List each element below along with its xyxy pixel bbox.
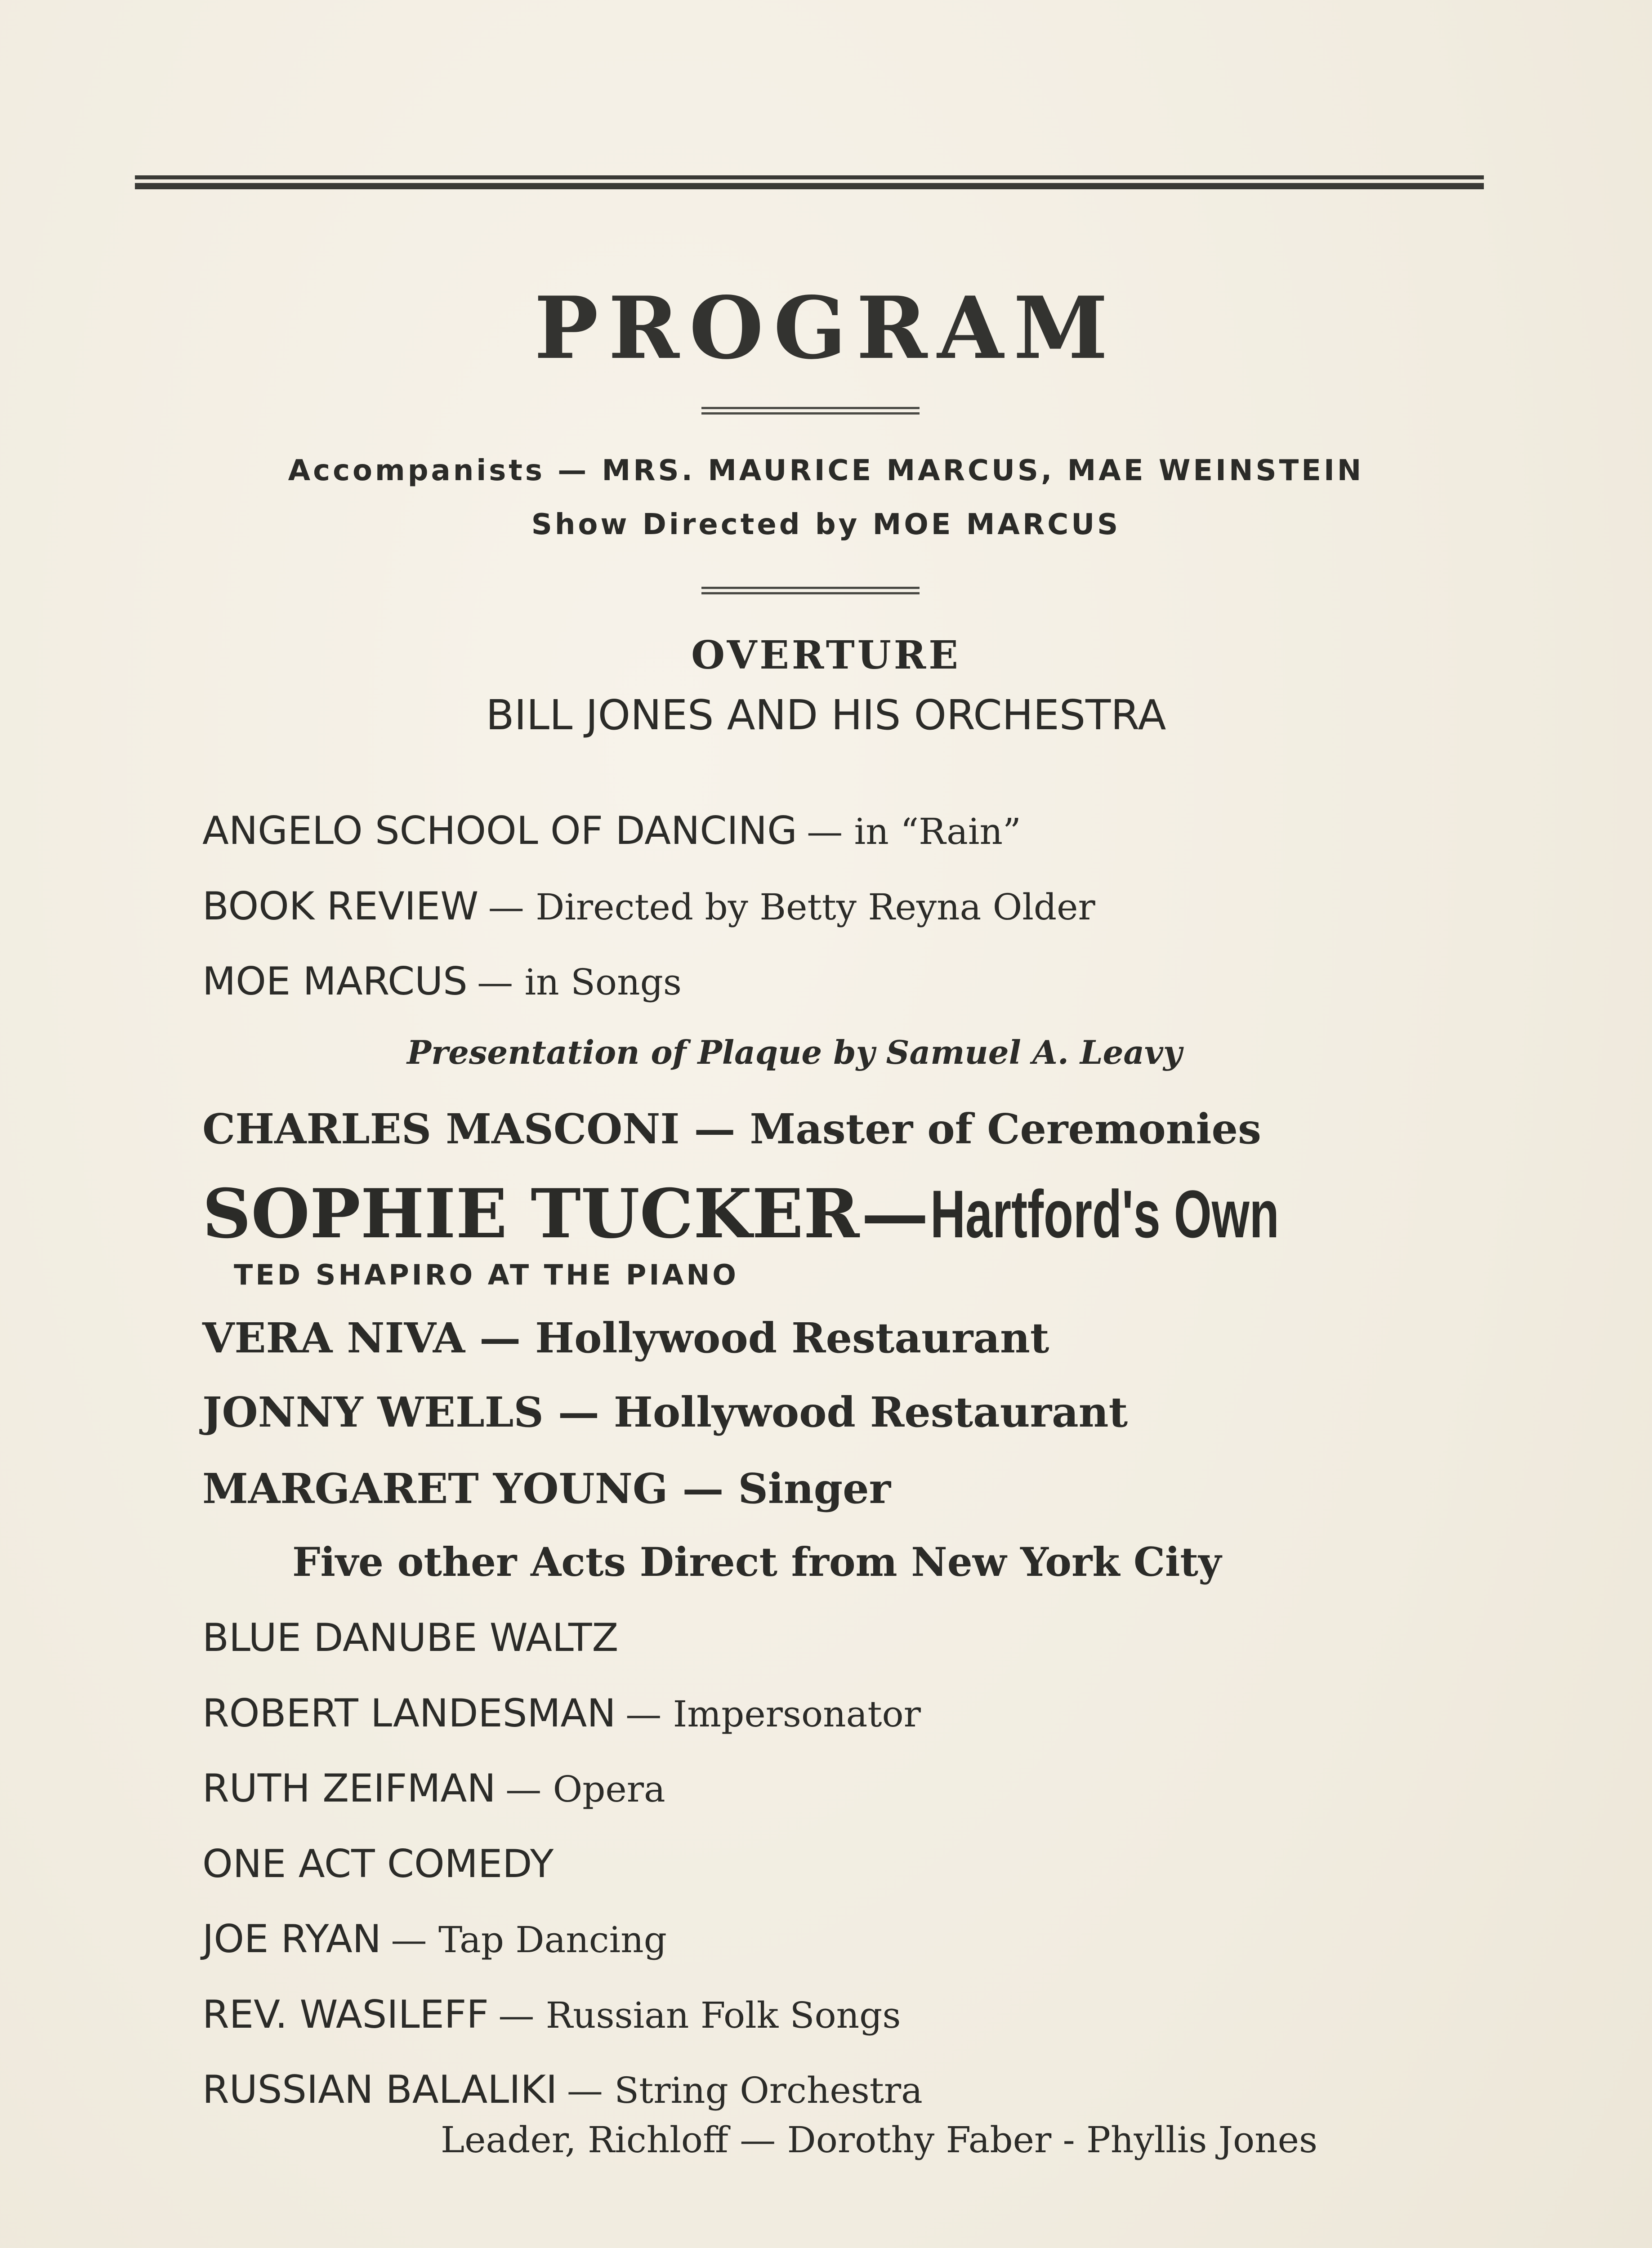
act-margaret-young xyxy=(202,1464,891,1513)
act-desc: — in “Rain” xyxy=(807,811,1021,852)
act-name: MARGARET YOUNG xyxy=(202,1464,668,1513)
act-desc: — Master of Ceremonies xyxy=(694,1105,1261,1153)
act-desc: — Hollywood Restaurant xyxy=(479,1314,1049,1362)
piano-credit: TED SHAPIRO AT THE PIANO xyxy=(234,1258,739,1291)
act-desc: — Tap Dancing xyxy=(391,1919,667,1961)
act-landesman xyxy=(202,1691,921,1736)
plaque-presentation: Presentation of Plaque by Samuel A. Leavy xyxy=(407,1033,1182,1071)
orchestra-line: BILL JONES AND HIS ORCHESTRA xyxy=(486,691,1166,739)
act-name: BLUE DANUBE WALTZ xyxy=(202,1615,619,1660)
act-name: CHARLES MASCONI xyxy=(202,1105,680,1153)
act-moe-marcus xyxy=(202,959,682,1004)
headliner-dash: — xyxy=(861,1174,929,1253)
five-other-acts: Five other Acts Direct from New York City xyxy=(292,1539,1222,1585)
headliner-desc: Hartford's Own xyxy=(930,1176,1280,1252)
act-balaliki xyxy=(202,2067,923,2112)
act-name: ROBERT LANDESMAN xyxy=(202,1691,616,1736)
act-name: ONE ACT COMEDY xyxy=(202,1842,554,1887)
act-desc: — Hollywood Restaurant xyxy=(558,1388,1128,1436)
act-name: RUSSIAN BALALIKI xyxy=(202,2067,558,2112)
act-joe-ryan xyxy=(202,1917,667,1962)
act-desc: — Russian Folk Songs xyxy=(498,1994,901,2036)
act-wasileff xyxy=(202,1992,901,2037)
act-book-review xyxy=(202,884,1095,929)
act-angelo xyxy=(202,808,1021,853)
act-desc: — Opera xyxy=(505,1768,665,1810)
director-line: Show Directed by MOE MARCUS xyxy=(531,508,1121,541)
act-vera-niva xyxy=(202,1314,1049,1362)
accompanists-line: Accompanists — MRS. MAURICE MARCUS, MAE WEINSTEIN xyxy=(288,454,1364,487)
act-name: ANGELO SCHOOL OF DANCING xyxy=(202,808,797,853)
act-masconi xyxy=(202,1105,1261,1153)
act-zeifman xyxy=(202,1766,665,1811)
header-divider xyxy=(701,587,920,596)
act-blue-danube xyxy=(202,1615,619,1660)
act-desc: — in Songs xyxy=(477,961,682,1003)
headliner-name: SOPHIE TUCKER xyxy=(202,1174,860,1253)
act-name: BOOK REVIEW xyxy=(202,884,479,929)
title-underline xyxy=(701,407,920,416)
overture-heading: OVERTURE xyxy=(691,633,961,678)
act-one-act-comedy xyxy=(202,1842,554,1887)
act-desc: — Impersonator xyxy=(625,1693,921,1735)
act-desc: — Singer xyxy=(682,1464,891,1513)
act-sophie-tucker xyxy=(202,1174,1415,1253)
act-jonny-wells xyxy=(202,1388,1128,1436)
balaliki-leader-line: Leader, Richloff — Dorothy Faber - Phyllis Jones xyxy=(441,2119,1318,2161)
page-title: PROGRAM xyxy=(534,278,1118,378)
top-double-rule xyxy=(135,175,1484,191)
act-name: RUTH ZEIFMAN xyxy=(202,1766,496,1811)
act-name: JOE RYAN xyxy=(202,1917,382,1962)
act-desc: — String Orchestra xyxy=(567,2070,923,2111)
act-desc: — Directed by Betty Reyna Older xyxy=(488,886,1095,928)
act-name: REV. WASILEFF xyxy=(202,1992,489,2037)
act-name: VERA NIVA xyxy=(202,1314,465,1362)
act-name: MOE MARCUS xyxy=(202,959,468,1004)
act-name: JONNY WELLS xyxy=(202,1388,544,1436)
